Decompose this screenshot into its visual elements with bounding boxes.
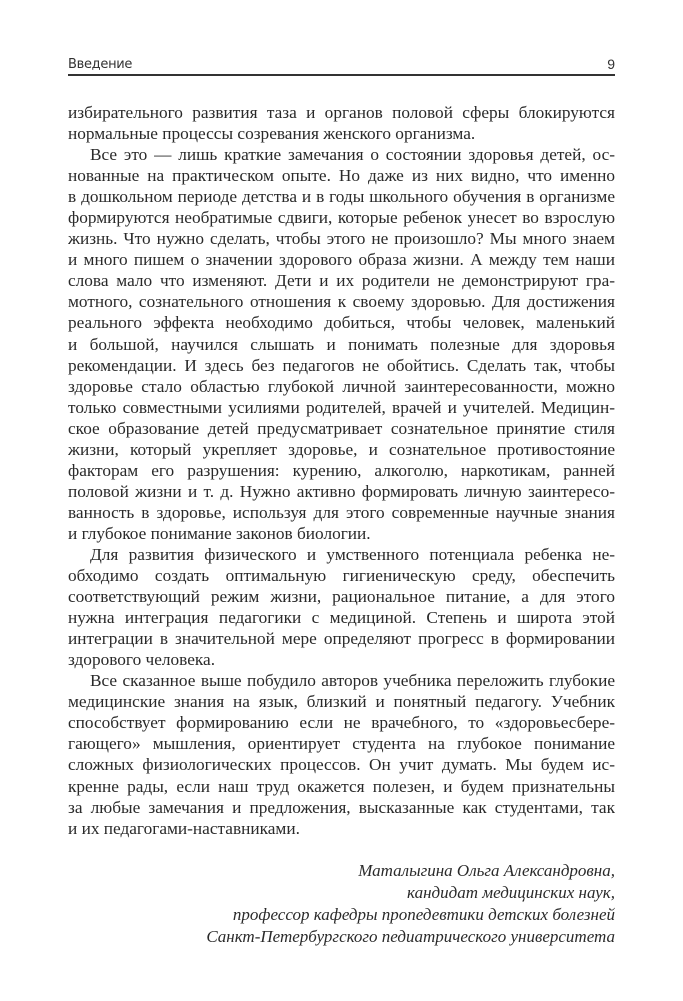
text-line: мотного, сознательного отношения к своему здоровью. Для достижения [68,292,615,312]
text-line: и много пишем о значении здорового образа жизни. А между тем наши [68,250,615,270]
paragraph [68,544,615,670]
text-line: нованные на практическом опыте. Но даже из них видно, что именно [68,166,615,186]
text-line: Для развития физического и умственного потенциала ребенка не- [90,544,615,564]
text-line: нормальные процессы созревания женского организма. [68,124,476,144]
text-line: кренне рады, если наш труд окажется полезен, и будем признательны [68,776,615,796]
text-line: жизнь. Что нужно сделать, чтобы этого не произошло? Мы много знаем [68,229,615,249]
page-number: 9 [607,56,615,72]
text-line: только совместными усилиями родителей, врачей и учителей. Медицин- [68,397,615,417]
text-line: ское образование детей предусматривает сознательное принятие стиля [68,418,615,438]
text-line: реального эффекта необходимо добиться, чтобы человек, маленький [68,313,615,333]
text-line: нужна интеграция педагогики с медициной. Степень и широта этой [68,608,615,628]
text-line: факторам его разрушения: курению, алкоголю, наркотикам, ранней [68,460,615,480]
text-line: и их педагогами-наставниками. [68,818,300,838]
text-line: гающего» мышления, ориентирует студента на глубокое понимание [68,734,615,754]
text-line: здорового человека. [68,650,216,670]
text-line: жизни, который укрепляет здоровье, и сознательное противостояние [68,439,615,459]
paragraph [68,144,615,544]
text-line: формируются необратимые сдвиги, которые ребенок унесет во взрослую [68,208,615,228]
author-institution: Санкт-Петербургского педиатрического университета [206,927,615,946]
section-title: Введение [68,57,133,72]
text-line: и большой, научился слышать и понимать полезные для здоровья [68,334,615,354]
text-line: медицинские знания на язык, близкий и понятный педагогу. Учебник [68,692,615,712]
running-header [68,54,615,76]
text-line: Все это — лишь краткие замечания о состоянии здоровья детей, ос- [90,145,615,165]
paragraph [68,102,615,144]
text-line: сложных физиологических процессов. Он учит думать. Мы будем ис- [68,755,615,775]
text-line: обходимо создать оптимальную гигиеническую среду, обеспечить [68,566,615,586]
text-line: избирательного развития таза и органов половой сферы блокируются [68,103,615,122]
body-text [68,102,615,839]
author-position: профессор кафедры пропедевтики детских болезней [232,905,615,924]
text-line: в дошкольном периоде детства и в годы школьного обучения в организме [68,187,615,207]
text-line: половой жизни и т. д. Нужно активно формировать личную заинтересо- [68,481,615,501]
text-line: Все сказанное выше побудило авторов учебника переложить глубокие [90,671,615,691]
text-line: и глубокое понимание законов биологии. [68,523,371,543]
text-line: соответствующий режим жизни, рациональное питание, а для этого [68,587,615,607]
author-name: Маталыгина Ольга Александровна, [358,861,615,880]
signature-block [206,860,615,948]
text-line: слова мало что изменяют. Дети и их родители не демонстрируют гра- [68,271,615,291]
text-line: здоровье стало областью глубокой личной заинтересованности, можно [68,376,615,396]
text-line: ванность в здоровье, используя для этого современные научные знания [68,502,615,522]
text-line: способствует формированию если не врачебного, то «здоровьесбере- [68,713,615,733]
paragraph [68,670,615,838]
text-line: рекомендации. И здесь без педагогов не обойтись. Сделать так, чтобы [68,355,615,375]
text-line: за любые замечания и предложения, высказанные как студентами, так [68,797,615,817]
text-line: интеграции в значительной мере определяют прогресс в формировании [68,629,615,649]
author-degree: кандидат медицинских наук, [407,883,615,902]
